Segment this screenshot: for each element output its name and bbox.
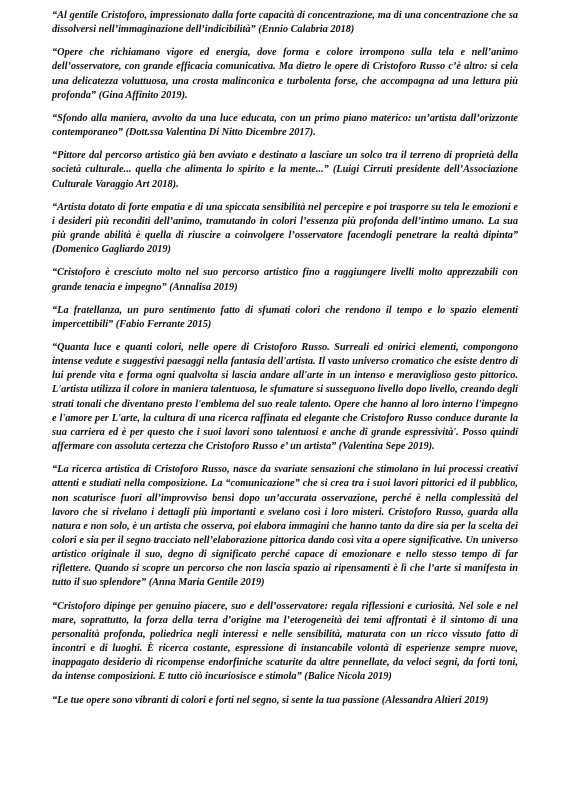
quote-alessandra-altieri: “Le tue opere sono vibranti di colori e forti nel segno, si sente la tua passione (Alessandra Altieri 2019) xyxy=(52,694,489,706)
quote-gina-affinito: “Opere che richiamano vigore ed energia, dove forma e colore irrompono sulla tela e nell’animo dell’osservatore, con grande efficacia comunicativa. Ma dietro le opere di Cristoforo Russo c’è altro: si cela una delicatezza voluttuosa, una crosta malinconica e turbolenta forse, che accompagna ad una lettura più profonda” (Gina Affinito 2019). xyxy=(52,47,518,101)
quote-valentina-di-nitto: “Sfondo alla maniera, avvolto da una luce educata, con un primo piano materico: un’artista dall’orizzonte contemporaneo” (Dott.ssa Valentina Di Nitto Dicembre 2017). xyxy=(52,112,518,139)
quote-domenico-gagliardo: “Artista dotato di forte empatia e di una spiccata sensibilità nel percepire e poi trasporre su tela le emozioni e i desideri più reconditi dell’animo, tramutando in colori l’essenza più profonda dell’intimo umano. La sua più grande abilità è quella di riuscire a coinvolgere l’osservatore facendogli penetrare la realtà dipinta” (Domenico Gagliardo 2019) xyxy=(52,201,518,256)
quote-ennio-calabria: “Al gentile Cristoforo, impressionato dalla forte capacità di concentrazione, ma di una concentrazione che sa dissolversi nell’immaginazione dell’indicibilità” (Ennio Calabria 2018) xyxy=(52,10,518,36)
quote-valentina-sepe: “Quanta luce e quanti colori, nelle opere di Cristoforo Russo. Surreali ed onirici elementi, compongono intense vedute e suggestivi paesaggi nella fantasia dell'artista. Il vasto universo cromatico che esiste dentro di lui prende vita e forma ogni qualvolta si lascia andare all'arte in un intenso e meraviglioso gesto pittorico. L'artista utilizza il colore in maniera talentuosa, le sfumature si susseguono livello dopo livello, creando degli strati tonali che diventano presto l'emblema del suo reale talento. Opere che hanno al loro interno l'impegno e l'amore per L'arte, la cultura di una ricerca raffinata ed elegante che Cristoforo Russo conduce durante la sua carriera ed è per questo che i suoi lavori sono talentuosi e anche di grande espressività'. Posso quindi affermare con assoluta certezza che Cristoforo Russo e’ un artista” (Valentina Sepe 2019). xyxy=(52,341,518,453)
quote-luigi-cirruti: “Pittore dal percorso artistico già ben avviato e destinato a lasciare un solco tra il terreno di proprietà della società culturale... quella che alimenta lo spirito e la mente...” (Luigi Cirruti presidente dell’Associazione Culturale Varaggio Art 2018). xyxy=(52,150,518,190)
quote-fabio-ferrante: “La fratellanza, un puro sentimento fatto di sfumati colori che rendono il tempo e lo spazio elementi impercettibili” (Fabio Ferrante 2015) xyxy=(52,304,518,330)
quote-annalisa: “Cristoforo è cresciuto molto nel suo percorso artistico fino a raggiungere livelli molto apprezzabili con grande tenacia e impegno” (Annalisa 2019) xyxy=(52,267,518,293)
quote-balice-nicola: “Cristoforo dipinge per genuino piacere, suo e dell’osservatore: regala riflessioni e curiosità. Nel sole e nel mare, soprattutto, la forza della terra d’origine ma l’eterogeneità dei temi affrontati è il sintomo di una personalità profonda, poliedrica negli interessi e nelle sensibilità, maturata con un ricco vissuto fatto di incontri e di luoghi. È ricerca costante, espressione di instancabile volontà di esperienze sempre nuove, inappagato desiderio di ricompense endorfiniche scaturite da altre pennellate, da veloci segni, da forti toni, da intense composizioni. E tutto ciò incuriosisce e stimola” (Balice Nicola 2019) xyxy=(52,600,518,683)
quote-anna-maria-gentile: “La ricerca artistica di Cristoforo Russo, nasce da svariate sensazioni che stimolano in lui processi creativi attenti e studiati nella composizione. La “comunicazione” che si crea tra i suoi lavori pittorici ed il pubblico, non scaturisce fuori all’improvviso bensì dopo un’accurata osservazione, perché è nella complessità del lavoro che si rivelano i dettagli più importanti e svelano così i loro misteri. Cristoforo Russo, guarda alla natura e non solo, è un artista che osserva, poi elabora immagini che hanno tanto da dire sia per la scelta dei colori e sia per il segno tracciato nell’elaborazione pittorica dando così vita a opere significative. Un universo artistico originale il suo, degno di significato perché capace di emozionare e nello stesso tempo di far riflettere. Quando si scopre un percorso che non lascia spazio ai ripensamenti è lì che l’arte si manifesta in tutto il suo splendore” (Anna Maria Gentile 2019) xyxy=(52,464,518,589)
